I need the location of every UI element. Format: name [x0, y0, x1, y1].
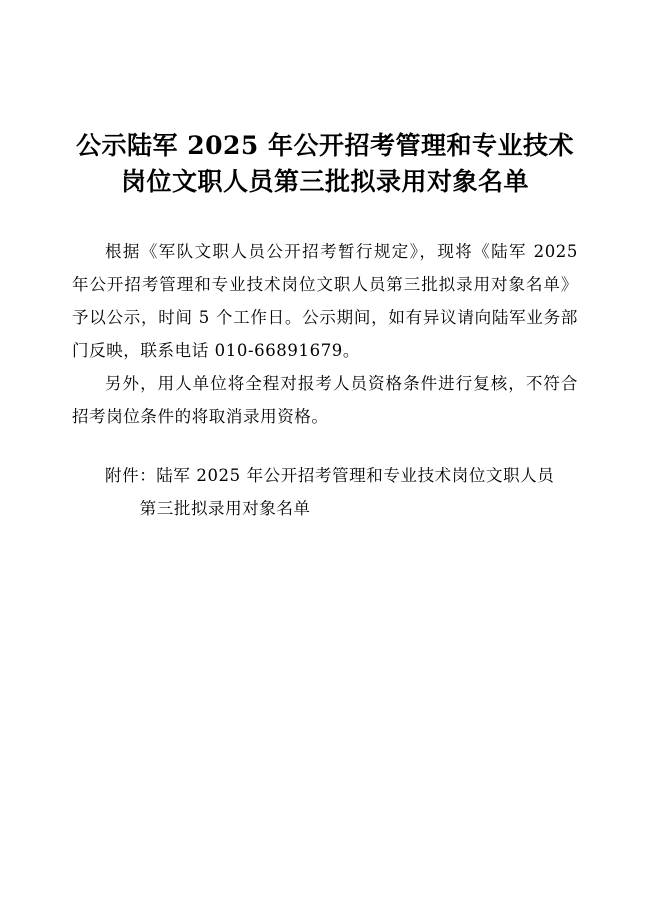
body-paragraph-2: 另外，用人单位将全程对报考人员资格条件进行复核，不符合招考岗位条件的将取消录用资格。	[72, 373, 578, 426]
document-body	[72, 235, 578, 433]
body-paragraph-1: 根据《军队文职人员公开招考暂行规定》，现将《陆军 2025 年公开招考管理和专业技术岗位文职人员第三批拟录用对象名单》予以公示，时间 5 个工作日。公示期间，如有异议请向陆军业务部门反映，联系电话 010-66891679。	[72, 241, 578, 360]
attachment-line-1: 附件：陆军 2025 年公开招考管理和专业技术岗位文职人员	[105, 465, 555, 485]
attachment-line-2: 第三批拟录用对象名单	[139, 498, 311, 518]
page-title-line-1: 公示陆军 2025 年公开招考管理和专业技术	[76, 131, 574, 160]
page-title	[72, 0, 578, 201]
page-title-line-2: 岗位文职人员第三批拟录用对象名单	[120, 167, 529, 197]
attachment-section	[72, 459, 578, 525]
